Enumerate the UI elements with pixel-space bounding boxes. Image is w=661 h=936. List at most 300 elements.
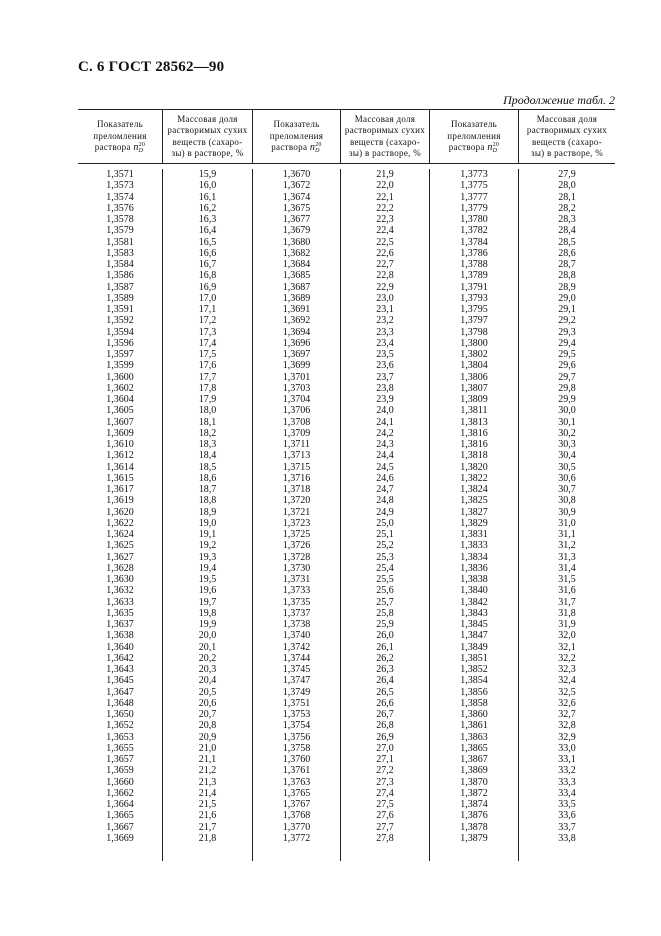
table-cell: 23,3 <box>376 326 394 338</box>
table-cell: 1,3809 <box>460 394 488 405</box>
table-cell: 29,8 <box>558 382 576 394</box>
table-cell: 1,3680 <box>282 236 311 248</box>
table-cell: 1,3876 <box>460 810 488 822</box>
table-cell: 27,3 <box>376 776 394 788</box>
table-cell: 29,6 <box>558 360 576 372</box>
table-cell: 24,6 <box>376 472 394 484</box>
table-cell: 20,9 <box>198 731 217 743</box>
table-cell: 1,3589 <box>106 292 134 304</box>
table-cell: 25,8 <box>376 607 394 619</box>
table-cell: 1,3692 <box>282 315 311 327</box>
table-cell: 18,8 <box>198 495 217 507</box>
table-cell: 20,2 <box>198 652 217 664</box>
table-cell: 18,9 <box>198 506 217 518</box>
table-cell: 17,4 <box>198 337 217 349</box>
table-cell: 1,3744 <box>282 652 311 664</box>
table-cell: 1,3822 <box>460 472 488 484</box>
table-cell: 1,3825 <box>460 495 488 507</box>
table-cell: 21,2 <box>198 765 217 777</box>
table-cell: 1,3584 <box>106 259 134 270</box>
table-cell: 1,3619 <box>106 495 134 507</box>
table-cell: 1,3669 <box>106 832 134 844</box>
table-cell: 23,8 <box>376 382 394 394</box>
table-cell: 1,3773 <box>460 169 488 180</box>
table-cell: 23,2 <box>376 315 394 327</box>
table-cell: 1,3581 <box>106 236 134 248</box>
table-cell: 17,2 <box>198 315 217 327</box>
table-cell: 16,5 <box>198 236 217 248</box>
table-cell: 20,8 <box>198 720 217 732</box>
table-cell: 1,3657 <box>106 754 134 765</box>
table-cell: 1,3865 <box>460 742 488 754</box>
table-cell: 1,3798 <box>460 326 488 338</box>
table-cell: 1,3660 <box>106 776 134 788</box>
table-cell: 1,3818 <box>460 450 488 462</box>
table-cell: 1,3583 <box>106 247 134 259</box>
table-cell: 30,2 <box>558 427 576 439</box>
table-cell: 1,3751 <box>282 697 311 709</box>
table-cell: 1,3807 <box>460 382 488 394</box>
table-cell: 1,3784 <box>460 236 488 248</box>
table-cell: 1,3768 <box>282 810 311 822</box>
table-cell: 24,1 <box>376 416 394 428</box>
table-cell: 24,4 <box>376 450 394 462</box>
table-cell: 1,3637 <box>106 619 134 630</box>
table-cell: 1,3847 <box>460 630 488 642</box>
table-cell: 16,4 <box>198 225 217 237</box>
table-cell: 19,9 <box>198 619 217 630</box>
table-cell: 27,7 <box>376 821 394 833</box>
table-cell: 27,1 <box>376 754 394 765</box>
table-cell: 1,3571 <box>106 169 134 180</box>
table-cell: 27,8 <box>376 832 394 844</box>
table-cell: 1,3856 <box>460 686 488 698</box>
table-cell: 1,3872 <box>460 787 488 799</box>
table-cell: 1,3694 <box>282 326 311 338</box>
table-cell: 1,3642 <box>106 652 134 664</box>
table-cell: 1,3840 <box>460 585 488 597</box>
table-cell: 1,3599 <box>106 360 134 372</box>
table-cell: 1,3674 <box>282 191 311 203</box>
table-cell: 23,7 <box>376 371 394 383</box>
table-cell: 22,0 <box>376 180 394 192</box>
table-cell: 1,3797 <box>460 315 488 327</box>
table-cell: 1,3860 <box>460 709 488 720</box>
table-cell: 28,2 <box>558 202 576 214</box>
table-cell: 29,0 <box>558 292 576 304</box>
table-cell: 18,5 <box>198 461 217 473</box>
table-cell: 1,3733 <box>282 585 311 597</box>
table-cell: 1,3609 <box>106 427 134 439</box>
table-cell: 1,3765 <box>282 787 311 799</box>
table-cell: 17,5 <box>198 349 217 360</box>
table-cell: 1,3612 <box>106 450 134 462</box>
table-cell: 1,3786 <box>460 247 488 259</box>
table-cell: 1,3652 <box>106 720 134 732</box>
table-cell: 28,5 <box>558 236 576 248</box>
table-cell: 27,5 <box>376 799 394 810</box>
column-refraction-index-3 <box>430 169 519 861</box>
table-cell: 1,3795 <box>460 304 488 315</box>
table-cell: 18,0 <box>198 405 217 417</box>
table-cell: 1,3879 <box>460 832 488 844</box>
table-cell: 26,1 <box>376 641 394 653</box>
table-cell: 1,3829 <box>460 517 488 529</box>
table-cell: 31,3 <box>558 551 576 563</box>
table-cell: 16,0 <box>198 180 217 192</box>
table-cell: 15,9 <box>198 169 217 180</box>
table-cell: 29,3 <box>558 326 576 338</box>
column-mass-fraction-2 <box>341 169 430 861</box>
table-cell: 1,3772 <box>282 832 311 844</box>
table-cell: 33,3 <box>558 776 576 788</box>
table-cell: 1,3863 <box>460 731 488 743</box>
table-cell: 1,3754 <box>282 720 311 732</box>
header-refraction-index: Показатель преломления раствора n 20 D <box>430 110 519 163</box>
table-cell: 1,3777 <box>460 191 488 203</box>
table-cell: 1,3811 <box>460 405 488 417</box>
table-cell: 31,8 <box>558 607 576 619</box>
table-cell: 22,5 <box>376 236 394 248</box>
table-cell: 32,6 <box>558 697 576 709</box>
table-cell: 18,3 <box>198 439 217 450</box>
table-cell: 26,2 <box>376 652 394 664</box>
table-cell: 1,3793 <box>460 292 488 304</box>
table-cell: 32,3 <box>558 664 576 675</box>
table-cell: 28,8 <box>558 270 576 282</box>
table-cell: 16,3 <box>198 214 217 225</box>
table-cell: 1,3718 <box>282 484 311 495</box>
table-cell: 16,9 <box>198 281 217 293</box>
table-cell: 31,6 <box>558 585 576 597</box>
table-cell: 30,4 <box>558 450 576 462</box>
table-cell: 1,3713 <box>282 450 311 462</box>
table-cell: 1,3745 <box>282 664 311 675</box>
table-cell: 1,3627 <box>106 551 134 563</box>
table-cell: 33,7 <box>558 821 576 833</box>
table-cell: 1,3820 <box>460 461 488 473</box>
table-cell: 1,3831 <box>460 529 488 540</box>
table-cell: 1,3775 <box>460 180 488 192</box>
table-continuation-label: Продолжение табл. 2 <box>503 93 615 107</box>
table-cell: 1,3854 <box>460 675 488 687</box>
table-cell: 22,7 <box>376 259 394 270</box>
table-cell: 1,3620 <box>106 506 134 518</box>
table-cell: 18,7 <box>198 484 217 495</box>
table-cell: 26,7 <box>376 709 394 720</box>
table-cell: 26,4 <box>376 675 394 687</box>
table-cell: 1,3633 <box>106 596 134 608</box>
table-cell: 1,3858 <box>460 697 488 709</box>
table-cell: 22,1 <box>376 191 394 203</box>
table-cell: 24,9 <box>376 506 394 518</box>
table-cell: 25,0 <box>376 517 394 529</box>
table-cell: 1,3742 <box>282 641 311 653</box>
table-cell: 1,3689 <box>282 292 311 304</box>
table-cell: 21,0 <box>198 742 217 754</box>
table-cell: 1,3849 <box>460 641 488 653</box>
table-cell: 1,3602 <box>106 382 134 394</box>
table-cell: 1,3670 <box>282 169 311 180</box>
header-refraction-index: Показатель преломления раствора n 20 D <box>78 110 163 163</box>
table-cell: 1,3576 <box>106 202 134 214</box>
table-cell: 26,3 <box>376 664 394 675</box>
table-cell: 17,3 <box>198 326 217 338</box>
table-cell: 1,3779 <box>460 202 488 214</box>
table-cell: 33,1 <box>558 754 576 765</box>
table-cell: 26,5 <box>376 686 394 698</box>
table-cell: 1,3628 <box>106 562 134 574</box>
table-header-row <box>78 110 615 164</box>
table-cell: 22,2 <box>376 202 394 214</box>
table-cell: 1,3635 <box>106 607 134 619</box>
table-cell: 1,3806 <box>460 371 488 383</box>
table-cell: 23,4 <box>376 337 394 349</box>
table-cell: 1,3655 <box>106 742 134 754</box>
table-cell: 31,9 <box>558 619 576 630</box>
table-cell: 1,3791 <box>460 281 488 293</box>
table-cell: 19,5 <box>198 574 217 585</box>
table-cell: 1,3592 <box>106 315 134 327</box>
table-cell: 32,9 <box>558 731 576 743</box>
table-cell: 1,3816 <box>460 427 488 439</box>
table-cell: 28,1 <box>558 191 576 203</box>
table-cell: 26,8 <box>376 720 394 732</box>
table-cell: 1,3573 <box>106 180 134 192</box>
table-cell: 20,4 <box>198 675 217 687</box>
table-cell: 29,1 <box>558 304 576 315</box>
table-cell: 25,9 <box>376 619 394 630</box>
table-cell: 1,3731 <box>282 574 311 585</box>
table-cell: 33,4 <box>558 787 576 799</box>
table-cell: 1,3624 <box>106 529 134 540</box>
table-cell: 1,3704 <box>282 394 311 405</box>
table-cell: 1,3730 <box>282 562 311 574</box>
table-cell: 25,5 <box>376 574 394 585</box>
table-cell: 28,9 <box>558 281 576 293</box>
table-cell: 29,7 <box>558 371 576 383</box>
table-cell: 32,5 <box>558 686 576 698</box>
table-cell: 19,2 <box>198 540 217 552</box>
table-cell: 1,3715 <box>282 461 311 473</box>
table-cell: 1,3659 <box>106 765 134 777</box>
table-cell: 32,1 <box>558 641 576 653</box>
table-cell: 33,5 <box>558 799 576 810</box>
table-cell: 1,3604 <box>106 394 134 405</box>
table-cell: 1,3625 <box>106 540 134 552</box>
table-cell: 30,9 <box>558 506 576 518</box>
table-cell: 1,3600 <box>106 371 134 383</box>
table-cell: 1,3591 <box>106 304 134 315</box>
table-cell: 1,3834 <box>460 551 488 563</box>
table-cell: 1,3697 <box>282 349 311 360</box>
table-cell: 21,3 <box>198 776 217 788</box>
table-cell: 21,8 <box>198 832 217 844</box>
table-cell: 16,2 <box>198 202 217 214</box>
table-cell: 18,4 <box>198 450 217 462</box>
table-cell: 1,3675 <box>282 202 311 214</box>
table-cell: 1,3614 <box>106 461 134 473</box>
table-cell: 17,1 <box>198 304 217 315</box>
table-cell: 1,3677 <box>282 214 311 225</box>
header-mass-fraction: Массовая доля растворимых сухих веществ (сахаро- зы) в растворе, % <box>341 110 430 163</box>
table-cell: 33,2 <box>558 765 576 777</box>
table-cell: 28,0 <box>558 180 576 192</box>
table-cell: 31,2 <box>558 540 576 552</box>
table-cell: 22,8 <box>376 270 394 282</box>
refraction-symbol: n <box>487 142 493 154</box>
table-cell: 24,5 <box>376 461 394 473</box>
table-cell: 32,8 <box>558 720 576 732</box>
table-cell: 19,4 <box>198 562 217 574</box>
table-cell: 33,0 <box>558 742 576 754</box>
table-cell: 32,0 <box>558 630 576 642</box>
table-cell: 1,3816 <box>460 439 488 450</box>
table-cell: 32,2 <box>558 652 576 664</box>
table-cell: 1,3852 <box>460 664 488 675</box>
table-body <box>78 164 615 861</box>
table-cell: 19,7 <box>198 596 217 608</box>
table-cell: 1,3682 <box>282 247 311 259</box>
refraction-symbol: n <box>133 142 139 154</box>
table-cell: 16,6 <box>198 247 217 259</box>
refraction-table <box>78 109 615 861</box>
table-cell: 1,3763 <box>282 776 311 788</box>
table-cell: 1,3721 <box>282 506 311 518</box>
table-cell: 1,3740 <box>282 630 311 642</box>
table-cell: 1,3703 <box>282 382 311 394</box>
table-cell: 31,7 <box>558 596 576 608</box>
table-cell: 30,6 <box>558 472 576 484</box>
table-cell: 22,6 <box>376 247 394 259</box>
table-cell: 1,3574 <box>106 191 134 203</box>
table-cell: 29,9 <box>558 394 576 405</box>
header-refraction-index: Показатель преломления раствора n 20 D <box>253 110 341 163</box>
table-cell: 23,1 <box>376 304 394 315</box>
table-cell: 30,0 <box>558 405 576 417</box>
table-cell: 20,7 <box>198 709 217 720</box>
table-cell: 20,6 <box>198 697 217 709</box>
table-cell: 30,7 <box>558 484 576 495</box>
table-cell: 1,3586 <box>106 270 134 282</box>
column-refraction-index-2 <box>253 169 341 861</box>
table-cell: 1,3780 <box>460 214 488 225</box>
table-cell: 30,1 <box>558 416 576 428</box>
table-cell: 27,4 <box>376 787 394 799</box>
table-cell: 31,1 <box>558 529 576 540</box>
table-cell: 19,6 <box>198 585 217 597</box>
table-cell: 1,3607 <box>106 416 134 428</box>
table-cell: 1,3843 <box>460 607 488 619</box>
table-cell: 27,2 <box>376 765 394 777</box>
table-cell: 1,3665 <box>106 810 134 822</box>
table-cell: 1,3579 <box>106 225 134 237</box>
table-cell: 17,6 <box>198 360 217 372</box>
table-cell: 21,5 <box>198 799 217 810</box>
table-cell: 22,3 <box>376 214 394 225</box>
table-cell: 24,0 <box>376 405 394 417</box>
table-cell: 1,3735 <box>282 596 311 608</box>
table-cell: 28,3 <box>558 214 576 225</box>
table-cell: 33,8 <box>558 832 576 844</box>
table-cell: 1,3802 <box>460 349 488 360</box>
table-cell: 1,3824 <box>460 484 488 495</box>
table-cell: 21,9 <box>376 169 394 180</box>
table-cell: 21,7 <box>198 821 217 833</box>
table-cell: 22,9 <box>376 281 394 293</box>
column-mass-fraction-3 <box>519 169 615 861</box>
table-cell: 25,2 <box>376 540 394 552</box>
table-cell: 1,3701 <box>282 371 311 383</box>
table-cell: 1,3648 <box>106 697 134 709</box>
header-mass-fraction: Массовая доля растворимых сухих веществ (сахаро- зы) в растворе, % <box>163 110 253 163</box>
table-cell: 1,3747 <box>282 675 311 687</box>
table-cell: 30,5 <box>558 461 576 473</box>
table-cell: 22,4 <box>376 225 394 237</box>
table-cell: 1,3845 <box>460 619 488 630</box>
table-cell: 1,3672 <box>282 180 311 192</box>
table-cell: 1,3874 <box>460 799 488 810</box>
table-cell: 31,5 <box>558 574 576 585</box>
table-cell: 20,5 <box>198 686 217 698</box>
table-cell: 1,3813 <box>460 416 488 428</box>
table-cell: 1,3615 <box>106 472 134 484</box>
table-cell: 24,7 <box>376 484 394 495</box>
table-cell: 31,0 <box>558 517 576 529</box>
table-cell: 1,3684 <box>282 259 311 270</box>
table-cell: 18,1 <box>198 416 217 428</box>
table-cell: 27,9 <box>558 169 576 180</box>
table-cell: 20,1 <box>198 641 217 653</box>
table-cell: 25,3 <box>376 551 394 563</box>
table-cell: 25,4 <box>376 562 394 574</box>
table-cell: 1,3687 <box>282 281 311 293</box>
table-cell: 1,3587 <box>106 281 134 293</box>
table-cell: 1,3833 <box>460 540 488 552</box>
table-cell: 21,1 <box>198 754 217 765</box>
table-cell: 1,3789 <box>460 270 488 282</box>
table-cell: 32,7 <box>558 709 576 720</box>
table-cell: 29,4 <box>558 337 576 349</box>
table-cell: 1,3578 <box>106 214 134 225</box>
table-cell: 25,1 <box>376 529 394 540</box>
table-cell: 1,3878 <box>460 821 488 833</box>
table-cell: 1,3827 <box>460 506 488 518</box>
table-cell: 1,3647 <box>106 686 134 698</box>
table-cell: 1,3696 <box>282 337 311 349</box>
table-cell: 21,4 <box>198 787 217 799</box>
table-cell: 1,3758 <box>282 742 311 754</box>
table-cell: 16,1 <box>198 191 217 203</box>
table-cell: 28,4 <box>558 225 576 237</box>
table-cell: 1,3596 <box>106 337 134 349</box>
table-cell: 1,3869 <box>460 765 488 777</box>
table-cell: 1,3804 <box>460 360 488 372</box>
table-cell: 1,3711 <box>282 439 311 450</box>
table-cell: 23,9 <box>376 394 394 405</box>
table-cell: 1,3708 <box>282 416 311 428</box>
table-cell: 28,7 <box>558 259 576 270</box>
table-cell: 31,4 <box>558 562 576 574</box>
table-cell: 1,3800 <box>460 337 488 349</box>
table-cell: 1,3610 <box>106 439 134 450</box>
table-cell: 1,3788 <box>460 259 488 270</box>
table-cell: 30,3 <box>558 439 576 450</box>
table-cell: 27,0 <box>376 742 394 754</box>
table-cell: 1,3653 <box>106 731 134 743</box>
table-cell: 1,3597 <box>106 349 134 360</box>
refraction-symbol: n <box>309 142 316 154</box>
